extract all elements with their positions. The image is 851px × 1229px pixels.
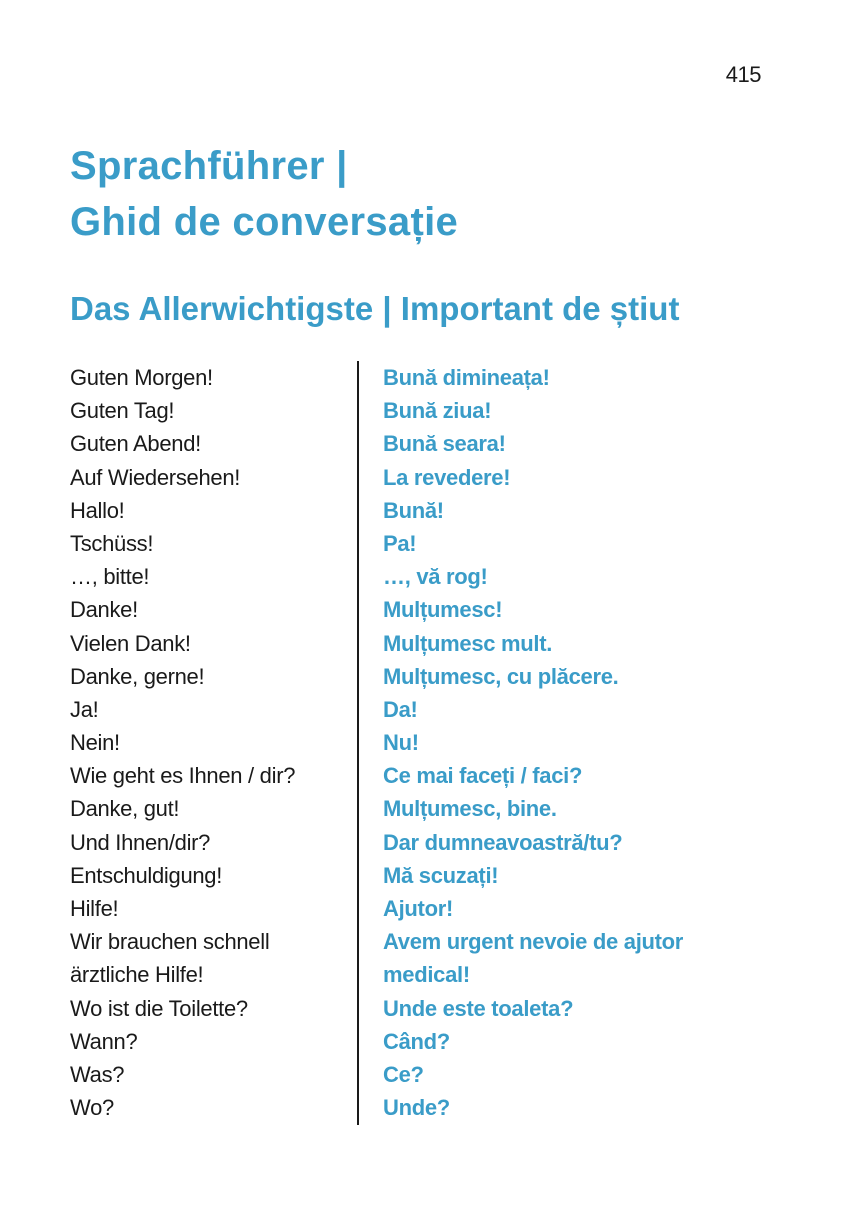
phrase-romanian: Ajutor! <box>383 896 453 921</box>
phrase-row <box>0 527 851 560</box>
phrase-german: …, bitte! <box>70 564 150 590</box>
phrase-romanian: Dar dumneavoastră/tu? <box>383 829 623 855</box>
phrase-romanian: Pa! <box>383 530 417 556</box>
phrase-row <box>0 593 851 626</box>
phrase-romanian: La revedere! <box>383 464 511 490</box>
phrase-romanian: Ce mai faceți / faci? <box>383 763 583 789</box>
phrase-romanian: Bună dimineața! <box>383 365 550 390</box>
phrase-romanian: Mulțumesc mult. <box>383 630 553 656</box>
phrase-romanian: Avem urgent nevoie de ajutor <box>383 929 684 955</box>
phrase-romanian: …, vă rog! <box>383 564 488 590</box>
phrase-row <box>0 394 851 427</box>
phrase-german: Danke, gut! <box>70 796 180 822</box>
phrase-romanian: Nu! <box>383 730 419 756</box>
phrase-german: Wie geht es Ihnen / dir? <box>70 763 296 789</box>
phrase-romanian: Mulțumesc, cu plăcere. <box>383 663 619 689</box>
phrase-romanian: Bună ziua! <box>383 398 492 424</box>
page-title <box>70 138 458 250</box>
phrase-german: Nein! <box>70 730 120 756</box>
phrase-german: Wo? <box>70 1095 114 1121</box>
phrase-row <box>0 461 851 494</box>
phrase-row <box>0 792 851 825</box>
phrase-row <box>0 627 851 660</box>
phrase-row <box>0 826 851 859</box>
phrase-romanian: Mulțumesc, bine. <box>383 796 557 822</box>
phrase-row <box>0 494 851 527</box>
phrase-romanian: Da! <box>383 696 418 722</box>
phrase-german: Guten Tag! <box>70 398 175 424</box>
phrase-row <box>0 1091 851 1124</box>
phrase-row <box>0 560 851 593</box>
phrase-romanian: Când? <box>383 1028 450 1054</box>
phrase-german: Danke! <box>70 597 138 623</box>
phrase-german: Guten Morgen! <box>70 365 213 390</box>
phrase-row <box>0 958 851 991</box>
phrase-romanian: Mulțumesc! <box>383 597 503 623</box>
phrase-german: ärztliche Hilfe! <box>70 962 204 988</box>
phrase-romanian: Bună! <box>383 497 444 523</box>
page-title-line-1: Sprachführer | <box>70 144 348 188</box>
phrase-row <box>0 1025 851 1058</box>
phrase-row <box>0 1058 851 1091</box>
page-title-line-2: Ghid de conversație <box>70 200 459 244</box>
phrase-german: Wir brauchen schnell <box>70 929 270 955</box>
phrase-row <box>0 660 851 693</box>
phrase-german: Danke, gerne! <box>70 663 205 689</box>
phrase-row <box>0 925 851 958</box>
phrase-row <box>0 859 851 892</box>
phrase-romanian: Unde este toaleta? <box>383 995 574 1021</box>
section-title: Das Allerwichtigste | Important de știut <box>70 290 680 327</box>
phrase-german: Entschuldigung! <box>70 862 223 888</box>
phrase-romanian: Bună seara! <box>383 431 506 457</box>
phrase-row <box>0 693 851 726</box>
phrase-romanian: Ce? <box>383 1061 424 1087</box>
phrase-german: Vielen Dank! <box>70 630 191 656</box>
page-number: 415 <box>725 62 761 87</box>
phrase-row <box>0 427 851 460</box>
phrase-german: Wann? <box>70 1028 138 1054</box>
phrase-german: Hallo! <box>70 497 125 523</box>
phrase-german: Auf Wiedersehen! <box>70 464 241 490</box>
phrase-german: Wo ist die Toilette? <box>70 995 248 1021</box>
phrase-list <box>0 361 851 1124</box>
phrase-romanian: Unde? <box>383 1095 450 1121</box>
phrase-german: Hilfe! <box>70 896 119 921</box>
phrase-row <box>0 992 851 1025</box>
phrase-german: Guten Abend! <box>70 431 201 457</box>
phrase-german: Und Ihnen/dir? <box>70 829 211 855</box>
phrase-row <box>0 361 851 394</box>
phrase-row <box>0 759 851 792</box>
phrase-row <box>0 892 851 925</box>
phrase-german: Ja! <box>70 696 99 722</box>
phrase-german: Tschüss! <box>70 530 154 556</box>
phrase-romanian: medical! <box>383 962 470 988</box>
phrase-german: Was? <box>70 1061 125 1087</box>
phrase-romanian: Mă scuzați! <box>383 862 499 888</box>
phrase-row <box>0 726 851 759</box>
